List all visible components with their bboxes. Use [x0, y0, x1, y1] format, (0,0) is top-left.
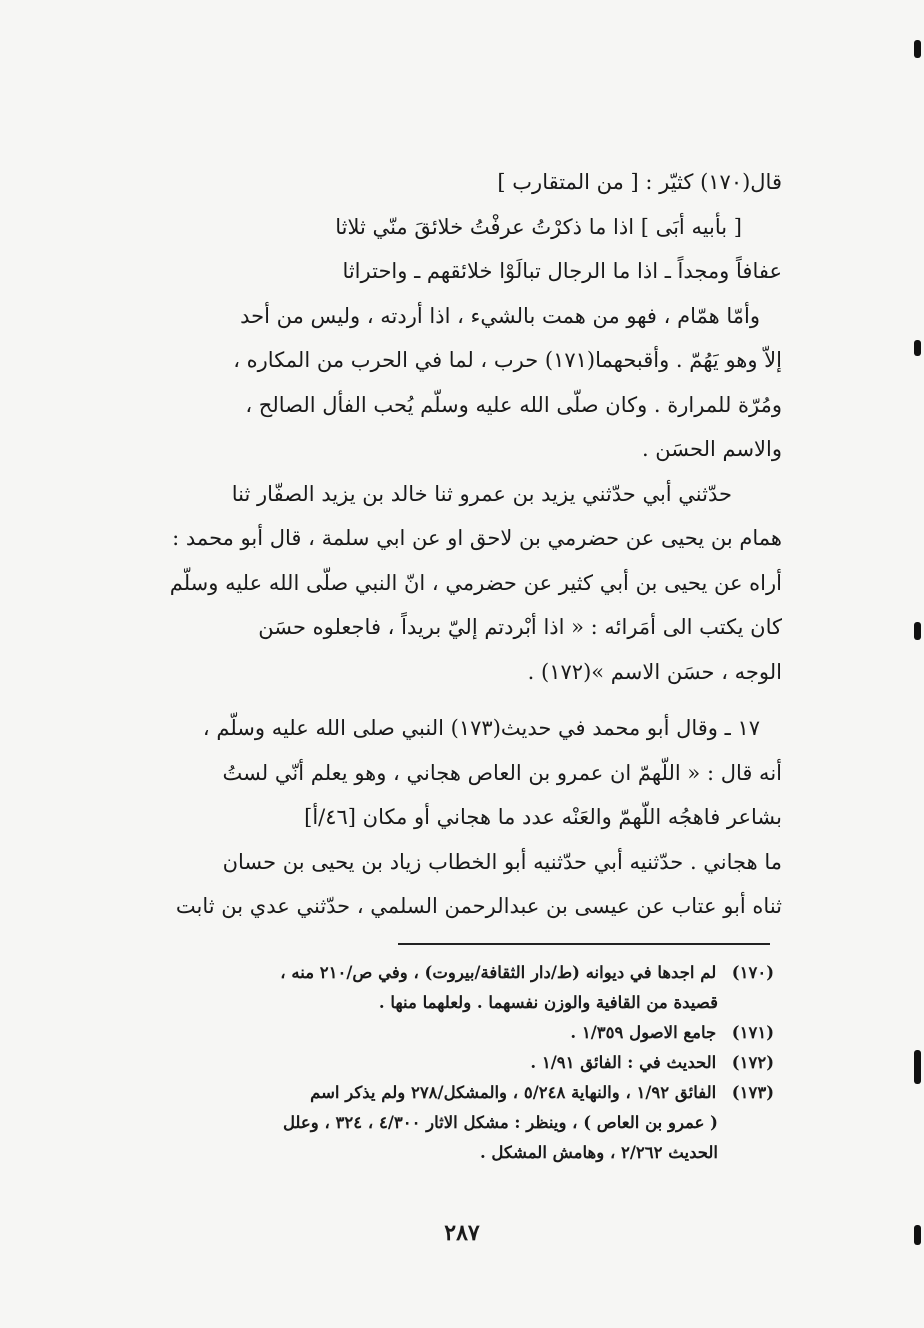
- text-line: أراه عن يحيى بن أبي كثير عن حضرمي ، انّ النبي صلّى الله عليه وسلّم: [169, 570, 782, 595]
- footnote-text: الفائق ١/٩٢ ، والنهاية ٥/٢٤٨ ، والمشكل/٢٧٨ ولم يذكر اسم: [310, 1083, 717, 1102]
- footnote-171: [110, 1018, 774, 1048]
- text-line: ما هجاني . حدّثنيه أبي حدّثنيه أبو الخطاب زياد بن يحيى بن حسان: [222, 849, 782, 874]
- footnotes: [110, 958, 774, 1168]
- text-line: همام بن يحيى عن حضرمي بن لاحق او عن ابي سلمة ، قال أبو محمد :: [172, 526, 782, 550]
- footnote-170: [110, 958, 774, 988]
- scan-edge-mark: [914, 40, 921, 58]
- main-text-block-2: [120, 706, 782, 929]
- text-line: قال(١٧٠) كثيّر : [ من المتقارب ]: [497, 170, 782, 194]
- footnote-number: (١٧٠): [731, 963, 774, 982]
- poem-verse-line: [ بأبيه أبَى ] اذا ما ذكرْتُ عرفْتُ خلائقَ منّي ثلاثا: [335, 214, 742, 239]
- footnote-170-continued: قصيدة من القافية والوزن نفسهما . ولعلهما منها .: [378, 993, 718, 1012]
- footnote-173-continued: ( عمرو بن العاص ) ، وينظر : مشكل الاثار ٤/٣٠٠ ، ٣٢٤ ، وعلل: [282, 1113, 718, 1132]
- footnote-text: لم اجدها في ديوانه (ط/دار الثقافة/بيروت) ، وفي ص/٢١٠ منه ،: [280, 963, 717, 982]
- footnote-number: (١٧٢): [731, 1053, 774, 1072]
- footnote-172: [110, 1048, 774, 1078]
- text-line: كان يكتب الى أمَرائه : « اذا أبْردتم إليّ بريداً ، فاجعلوه حسَن: [258, 615, 782, 639]
- footnote-separator: [398, 943, 770, 945]
- scan-edge-mark: [914, 1050, 921, 1084]
- text-line: بشاعر فاهجُه اللّهمّ والعَنْه عدد ما هجاني أو مكان [٤٦/أ]: [304, 805, 782, 829]
- text-line: إلاّ وهو يَهُمّ . وأقبحهما(١٧١) حرب ، لما في الحرب من المكاره ،: [233, 348, 782, 372]
- text-line: ومُرّة للمرارة . وكان صلّى الله عليه وسلّم يُحب الفأل الصالح ،: [245, 392, 782, 417]
- poem-verse-line: عفافاً ومجداً ـ اذا ما الرجال تبالَوْا خلائقهم ـ واحتراثا: [342, 259, 782, 283]
- text-line: وأمّا همّام ، فهو من همت بالشيء ، اذا أردته ، وليس من أحد: [240, 303, 760, 328]
- footnote-number: (١٧١): [731, 1023, 774, 1042]
- scan-edge-mark: [914, 622, 921, 640]
- section-heading-line: ١٧ ـ وقال أبو محمد في حديث(١٧٣) النبي صلى الله عليه وسلّم ،: [202, 716, 760, 740]
- text-line: والاسم الحسَن .: [641, 437, 782, 461]
- text-line: حدّثني أبي حدّثني يزيد بن عمرو ثنا خالد بن يزيد الصفّار ثنا: [231, 481, 732, 506]
- scan-edge-mark: [914, 340, 921, 356]
- text-line: أنه قال : « اللّهمّ ان عمرو بن العاص هجاني ، وهو يعلم أنّي لستُ: [222, 760, 782, 785]
- footnote-number: (١٧٣): [731, 1083, 774, 1102]
- footnote-173-continued: الحديث ٢/٢٦٢ ، وهامش المشكل .: [479, 1143, 718, 1162]
- main-text-block-1: [120, 160, 782, 694]
- text-line: الوجه ، حسَن الاسم »(١٧٢) .: [527, 659, 782, 684]
- scan-edge-mark: [914, 1225, 921, 1245]
- footnote-173: [110, 1078, 774, 1108]
- footnote-text: الحديث في : الفائق ١/٩١ .: [530, 1053, 717, 1072]
- page-number: ٢٨٧: [444, 1220, 480, 1246]
- text-line: ثناه أبو عتاب عن عيسى بن عبدالرحمن السلمي ، حدّثني عدي بن ثابت: [175, 894, 782, 918]
- footnote-text: جامع الاصول ١/٣٥٩ .: [570, 1023, 717, 1042]
